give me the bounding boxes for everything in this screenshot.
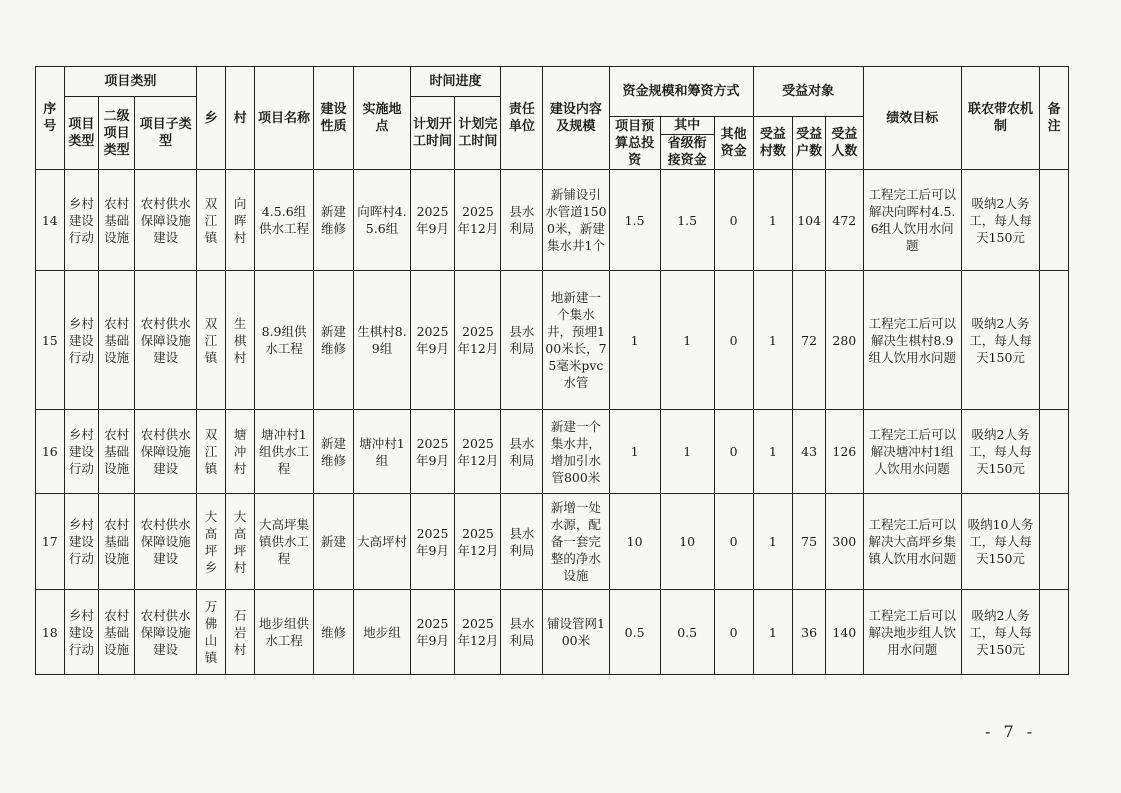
cell-type2: 农村基础设施 [99,494,135,590]
cell-township: 大高坪乡 [197,494,226,590]
cell-end: 2025年12月 [455,170,501,271]
cell-seq: 18 [36,590,65,675]
cell-nature: 新建 [313,494,354,590]
header-seq: 序号 [36,67,65,170]
cell-type2: 农村基础设施 [99,271,135,410]
header-of-which: 其中 [661,117,714,135]
cell-goal: 工程完工后可以解决大高坪乡集镇人饮用水问题 [863,494,961,590]
table-row [36,410,1069,494]
cell-ben-people: 126 [825,410,863,494]
cell-provincial: 1 [660,271,714,410]
cell-village: 大高坪村 [225,494,255,590]
cell-remarks [1040,170,1069,271]
cell-other: 0 [714,590,753,675]
cell-type1: 乡村建设行动 [64,271,99,410]
cell-start: 2025年9月 [410,410,455,494]
cell-ben-villages: 1 [753,590,793,675]
cell-provincial: 0.5 [660,590,714,675]
header-other: 其他资金 [714,117,753,170]
cell-type2: 农村基础设施 [99,410,135,494]
header-ben-people: 受益人数 [825,117,863,170]
header-budget: 项目预算总投资 [609,117,660,170]
cell-type3: 农村供水保障设施建设 [135,494,197,590]
cell-other: 0 [714,494,753,590]
cell-budget: 10 [609,494,660,590]
header-ben-villages: 受益村数 [753,117,793,170]
table-row [36,271,1069,410]
table-body [36,170,1069,675]
header-type1: 项目类型 [64,97,99,170]
cell-township: 双江镇 [197,410,226,494]
cell-unit: 县水利局 [501,590,543,675]
header-beneficiaries: 受益对象 [753,67,863,117]
cell-type3: 农村供水保障设施建设 [135,170,197,271]
cell-ben-households: 72 [793,271,826,410]
header-nature: 建设性质 [313,67,354,170]
cell-ben-households: 36 [793,590,826,675]
header-schedule: 时间进度 [410,67,501,97]
cell-mechanism: 吸纳2人务工，每人每天150元 [961,170,1040,271]
cell-nature: 新建维修 [313,271,354,410]
table-row [36,170,1069,271]
project-table [35,66,1069,675]
cell-ben-households: 43 [793,410,826,494]
cell-content: 新增一处水源，配备一套完整的净水设施 [543,494,609,590]
cell-type1: 乡村建设行动 [64,170,99,271]
header-unit: 责任单位 [501,67,543,170]
table-header [36,67,1069,170]
cell-type3: 农村供水保障设施建设 [135,590,197,675]
cell-other: 0 [714,170,753,271]
cell-mechanism: 吸纳2人务工，每人每天150元 [961,590,1040,675]
cell-name: 4.5.6组供水工程 [255,170,313,271]
header-mechanism: 联农带农机制 [961,67,1040,170]
cell-mechanism: 吸纳2人务工，每人每天150元 [961,410,1040,494]
cell-village: 石岩村 [225,590,255,675]
cell-nature: 维修 [313,590,354,675]
cell-name: 大高坪集镇供水工程 [255,494,313,590]
header-funds: 资金规模和筹资方式 [609,67,753,117]
cell-provincial: 10 [660,494,714,590]
page-number: - 7 - [985,722,1037,741]
header-location: 实施地点 [354,67,410,170]
cell-village: 塘冲村 [225,410,255,494]
cell-location: 塘冲村1组 [354,410,410,494]
cell-remarks [1040,494,1069,590]
cell-township: 双江镇 [197,170,226,271]
cell-seq: 16 [36,410,65,494]
cell-type3: 农村供水保障设施建设 [135,271,197,410]
header-provincial-label: 省级衔接资金 [667,136,707,168]
cell-ben-villages: 1 [753,271,793,410]
cell-start: 2025年9月 [410,494,455,590]
cell-type3: 农村供水保障设施建设 [135,410,197,494]
cell-unit: 县水利局 [501,494,543,590]
cell-budget: 0.5 [609,590,660,675]
header-type2: 二级项目类型 [99,97,135,170]
cell-unit: 县水利局 [501,410,543,494]
header-content: 建设内容及规模 [543,67,609,170]
cell-name: 塘冲村1组供水工程 [255,410,313,494]
header-village: 村 [225,67,255,170]
cell-goal: 工程完工后可以解决地步组人饮用水问题 [863,590,961,675]
header-provincial [660,117,714,170]
cell-name: 地步组供水工程 [255,590,313,675]
cell-seq: 17 [36,494,65,590]
cell-ben-households: 104 [793,170,826,271]
cell-seq: 14 [36,170,65,271]
cell-type2: 农村基础设施 [99,590,135,675]
cell-end: 2025年12月 [455,494,501,590]
cell-village: 向晖村 [225,170,255,271]
cell-township: 双江镇 [197,271,226,410]
cell-ben-people: 300 [825,494,863,590]
cell-location: 地步组 [354,590,410,675]
cell-location: 向晖村4.5.6组 [354,170,410,271]
cell-end: 2025年12月 [455,410,501,494]
cell-type2: 农村基础设施 [99,170,135,271]
cell-township: 万佛山镇 [197,590,226,675]
cell-seq: 15 [36,271,65,410]
cell-remarks [1040,271,1069,410]
cell-type1: 乡村建设行动 [64,494,99,590]
table-row [36,590,1069,675]
cell-mechanism: 吸纳2人务工，每人每天150元 [961,271,1040,410]
table-row [36,494,1069,590]
cell-content: 地新建一个集水井，预埋100米长，75毫米pvc水管 [543,271,609,410]
header-name: 项目名称 [255,67,313,170]
header-start: 计划开工时间 [410,97,455,170]
cell-mechanism: 吸纳10人务工，每人每天150元 [961,494,1040,590]
cell-ben-people: 472 [825,170,863,271]
cell-budget: 1.5 [609,170,660,271]
cell-content: 新建一个集水井，增加引水管800米 [543,410,609,494]
cell-provincial: 1.5 [660,170,714,271]
cell-other: 0 [714,271,753,410]
cell-content: 新铺设引水管道1500米，新建集水井1个 [543,170,609,271]
header-remarks: 备注 [1040,67,1069,170]
cell-end: 2025年12月 [455,590,501,675]
cell-type1: 乡村建设行动 [64,410,99,494]
header-goal: 绩效目标 [863,67,961,170]
cell-other: 0 [714,410,753,494]
cell-location: 生棋村8.9组 [354,271,410,410]
cell-ben-people: 140 [825,590,863,675]
cell-unit: 县水利局 [501,271,543,410]
cell-start: 2025年9月 [410,271,455,410]
cell-location: 大高坪村 [354,494,410,590]
cell-budget: 1 [609,271,660,410]
cell-provincial: 1 [660,410,714,494]
cell-ben-people: 280 [825,271,863,410]
header-township: 乡 [197,67,226,170]
cell-village: 生棋村 [225,271,255,410]
header-type3: 项目子类型 [135,97,197,170]
header-ben-households: 受益户数 [793,117,826,170]
cell-nature: 新建维修 [313,410,354,494]
cell-remarks [1040,590,1069,675]
cell-ben-households: 75 [793,494,826,590]
cell-type1: 乡村建设行动 [64,590,99,675]
header-end: 计划完工时间 [455,97,501,170]
cell-nature: 新建维修 [313,170,354,271]
cell-ben-villages: 1 [753,410,793,494]
cell-end: 2025年12月 [455,271,501,410]
cell-start: 2025年9月 [410,170,455,271]
cell-goal: 工程完工后可以解决塘冲村1组人饮用水问题 [863,410,961,494]
cell-name: 8.9组供水工程 [255,271,313,410]
header-category: 项目类别 [64,67,197,97]
cell-goal: 工程完工后可以解决生棋村8.9组人饮用水问题 [863,271,961,410]
cell-content: 铺设管网100米 [543,590,609,675]
cell-unit: 县水利局 [501,170,543,271]
cell-goal: 工程完工后可以解决向晖村4.5.6组人饮用水问题 [863,170,961,271]
cell-remarks [1040,410,1069,494]
cell-ben-villages: 1 [753,170,793,271]
cell-start: 2025年9月 [410,590,455,675]
cell-ben-villages: 1 [753,494,793,590]
cell-budget: 1 [609,410,660,494]
